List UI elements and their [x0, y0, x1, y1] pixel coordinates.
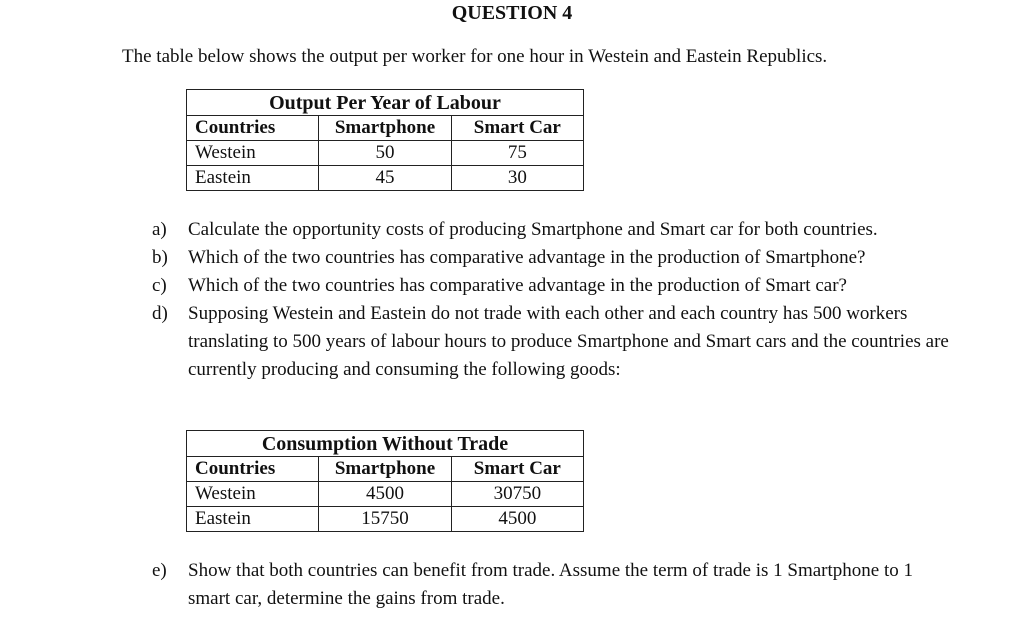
table-header-row — [187, 457, 584, 482]
table-cell: 30 — [451, 166, 583, 191]
question-label: e) — [152, 560, 167, 581]
table-cell: 4500 — [451, 507, 583, 532]
table-cell: 50 — [319, 141, 451, 166]
question-item — [152, 272, 958, 300]
table-row — [187, 482, 584, 507]
question-text: Supposing Westein and Eastein do not trade with each other and each country has 500 workers translating to 500 years of labour hours to produce Smartphone and Smart cars and the countries are currently producing and consuming the following goods: — [188, 303, 949, 380]
question-label: c) — [152, 275, 167, 296]
table-cell: 15750 — [319, 507, 451, 532]
column-header: Countries — [187, 457, 319, 482]
consumption-without-trade-table — [186, 430, 584, 532]
column-header: Smart Car — [451, 457, 583, 482]
question-text: Calculate the opportunity costs of producing Smartphone and Smart car for both countries. — [188, 219, 878, 240]
table-caption: Output Per Year of Labour — [187, 90, 584, 116]
question-item — [152, 300, 958, 384]
table-caption: Consumption Without Trade — [187, 431, 584, 457]
question-label: b) — [152, 247, 168, 268]
table-cell: 45 — [319, 166, 451, 191]
question-label: a) — [152, 219, 167, 240]
question-text: Show that both countries can benefit from trade. Assume the term of trade is 1 Smartphone to 1 smart car, determine the gains from trade. — [188, 560, 913, 609]
table-cell: Eastein — [187, 166, 319, 191]
question-item — [152, 244, 958, 272]
table-cell: Eastein — [187, 507, 319, 532]
question-label: d) — [152, 303, 168, 324]
table-cell: 4500 — [319, 482, 451, 507]
table-cell: 30750 — [451, 482, 583, 507]
question-list — [152, 557, 958, 613]
column-header: Smartphone — [319, 116, 451, 141]
column-header: Smartphone — [319, 457, 451, 482]
table-row — [187, 507, 584, 532]
column-header: Countries — [187, 116, 319, 141]
question-item — [152, 216, 958, 244]
intro-text: The table below shows the output per worker for one hour in Westein and Eastein Republics. — [122, 46, 828, 67]
question-list — [152, 216, 958, 384]
table-row — [187, 166, 584, 191]
question-item — [152, 557, 958, 613]
table-header-row — [187, 116, 584, 141]
table-row — [187, 141, 584, 166]
table-cell: 75 — [451, 141, 583, 166]
table-cell: Westein — [187, 141, 319, 166]
question-text: Which of the two countries has comparative advantage in the production of Smartphone? — [188, 247, 866, 268]
question-title: QUESTION 4 — [451, 2, 573, 24]
table-cell: Westein — [187, 482, 319, 507]
column-header: Smart Car — [451, 116, 583, 141]
question-text: Which of the two countries has comparative advantage in the production of Smart car? — [188, 275, 847, 296]
output-per-year-table — [186, 89, 584, 191]
